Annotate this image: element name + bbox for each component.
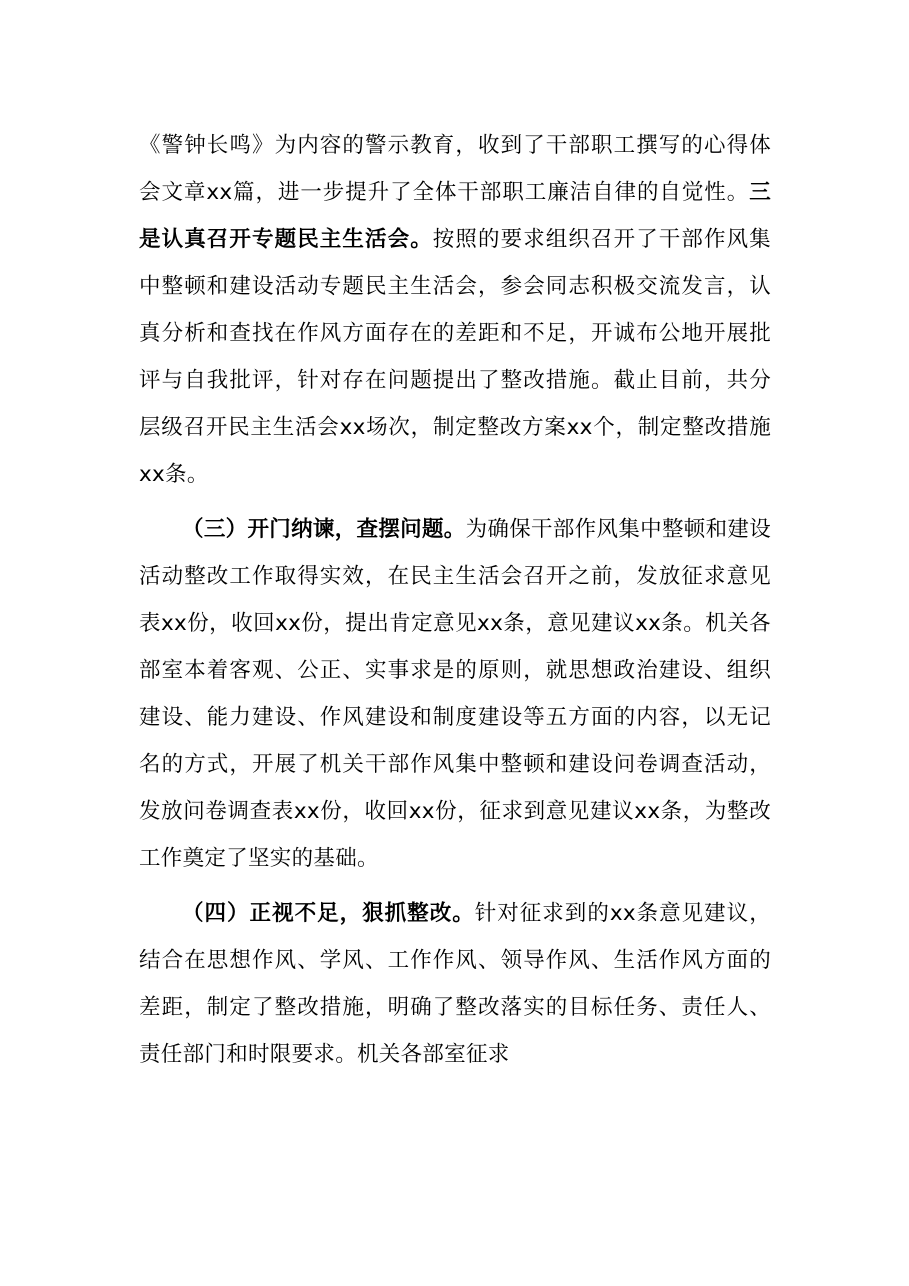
paragraph-1-text-b: 按照的要求组织召开了干部作风集中整顿和建设活动专题民主生活会，参会同志积极交流发言，认真分析和查找在作风方面存在的差距和不足，开诚布公地开展批评与自我批评，针对存在问题提出了整改措施。截止目前，共分层级召开民主生活会xx场次，制定整改方案xx个，制定整改措施xx条。 xyxy=(139,227,771,487)
paragraph-1 xyxy=(139,122,771,498)
paragraph-2-text: 为确保干部作风集中整顿和建设活动整改工作取得实效，在民主生活会召开之前，发放征求意见表xx份，收回xx份，提出肯定意见xx条，意见建议xx条。机关各部室本着客观、公正、实事求是的原则，就思想政治建设、组织建设、能力建设、作风建设和制度建设等五方面的内容，以无记名的方式，开展了机关干部作风集中整顿和建设问卷调查活动，发放问卷调查表xx份，收回xx份，征求到意见建议xx条，为整改工作奠定了坚实的基础。 xyxy=(139,517,772,871)
section-4-heading: （四）正视不足，狠抓整改。 xyxy=(182,901,475,926)
paragraph-3-text: 针对征求到的xx条意见建议，结合在思想作风、学风、工作作风、领导作风、生活作风方面的差距，制定了整改措施，明确了整改落实的目标任务、责任人、责任部门和时限要求。机关各部室征求 xyxy=(139,901,771,1067)
paragraph-1-heading-inline: 三是认真召开专题民主生活会。 xyxy=(139,180,771,252)
paragraph-gap xyxy=(139,498,771,506)
paragraph-1-text-a: 《警钟长鸣》为内容的警示教育，收到了干部职工撰写的心得体会文章xx篇，进一步提升了全体干部职工廉洁自律的自觉性。 xyxy=(139,133,771,205)
paragraph-2 xyxy=(139,506,771,882)
paragraph-gap xyxy=(139,882,771,890)
paragraph-3 xyxy=(139,890,771,1078)
document-body xyxy=(139,122,771,1078)
section-3-heading: （三）开门纳谏，查摆问题。 xyxy=(182,517,466,542)
